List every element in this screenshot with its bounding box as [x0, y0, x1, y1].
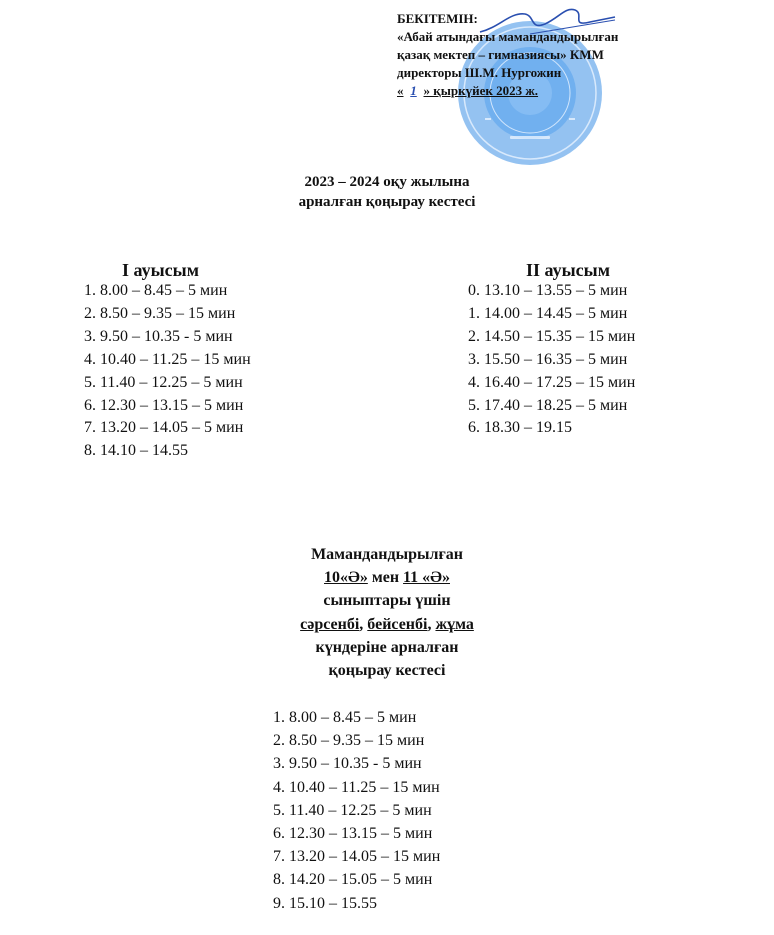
special-day-3: жұма: [435, 615, 474, 633]
special-class-2: 11 «Ә»: [403, 569, 450, 587]
list-item: 9. 15.10 – 15.55: [273, 894, 377, 912]
special-days: [0, 613, 774, 636]
shift-1-schedule: [84, 259, 324, 463]
approval-date-day: 1: [410, 83, 417, 98]
list-item: 1. 8.00 – 8.45 – 5 мин: [84, 282, 228, 299]
list-item: 6. 12.30 – 13.15 – 5 мин: [84, 396, 244, 414]
special-list: [273, 706, 440, 915]
title-line-2: арналған қоңырау кестесі: [298, 194, 476, 210]
special-line-3: сыныптары үшін: [323, 592, 451, 610]
list-item: 2. 8.50 – 9.35 – 15 мин: [84, 304, 236, 322]
special-line-1: Мамандандырылған: [311, 546, 463, 563]
list-item: 3. 9.50 – 10.35 - 5 мин: [273, 755, 422, 773]
approval-date-open: «: [397, 83, 404, 98]
approval-line-3: директоры Ш.М. Нургожин: [397, 65, 562, 80]
list-item: 2. 14.50 – 15.35 – 15 мин: [468, 327, 636, 345]
shift-2-heading: ІІ ауысым: [526, 260, 610, 280]
document-title: [0, 172, 774, 212]
list-item: 5. 11.40 – 12.25 – 5 мин: [84, 373, 243, 391]
list-item: 4. 10.40 – 11.25 – 15 мин: [84, 350, 251, 368]
approval-line-2: қазақ мектеп – гимназиясы» КММ: [397, 47, 604, 62]
special-schedule: [273, 706, 440, 915]
list-item: 6. 12.30 – 13.15 – 5 мин: [273, 825, 433, 843]
title-line-1: 2023 – 2024 оқу жылына: [304, 174, 470, 190]
list-item: 3. 9.50 – 10.35 - 5 мин: [84, 327, 233, 345]
special-classes: [0, 566, 774, 589]
special-day-1: сәрсенбі: [300, 615, 360, 633]
list-item: 7. 13.20 – 14.05 – 5 мин: [84, 419, 244, 437]
approval-date-rest: » қыркүйек 2023 ж.: [423, 83, 539, 98]
shift-2-list: [468, 280, 728, 440]
special-day-2: бейсенбі: [367, 615, 428, 633]
special-comma: ,: [359, 615, 368, 633]
special-schedule-heading: [0, 543, 774, 682]
list-item: 8. 14.20 – 15.05 – 5 мин: [273, 871, 433, 889]
list-item: 7. 13.20 – 14.05 – 15 мин: [273, 848, 441, 866]
special-line-6: қоңырау кестесі: [328, 662, 446, 680]
list-item: 5. 17.40 – 18.25 – 5 мин: [468, 396, 628, 414]
special-connector: мен: [367, 569, 404, 587]
list-item: 8. 14.10 – 14.55: [84, 442, 188, 460]
list-item: 1. 8.00 – 8.45 – 5 мин: [273, 709, 417, 726]
shift-1-heading: І ауысым: [122, 260, 199, 280]
special-comma: ,: [427, 615, 436, 633]
list-item: 4. 16.40 – 17.25 – 15 мин: [468, 373, 636, 391]
approval-block: [397, 10, 697, 100]
list-item: 6. 18.30 – 19.15: [468, 419, 572, 437]
list-item: 0. 13.10 – 13.55 – 5 мин: [468, 282, 628, 299]
approval-line-1: «Абай атындағы мамандандырылған: [397, 29, 619, 44]
shift-1-list: [84, 280, 324, 463]
list-item: 5. 11.40 – 12.25 – 5 мин: [273, 801, 432, 819]
list-item: 1. 14.00 – 14.45 – 5 мин: [468, 304, 628, 322]
list-item: 2. 8.50 – 9.35 – 15 мин: [273, 732, 425, 750]
shift-2-schedule: [468, 259, 728, 440]
approval-heading: БЕКІТЕМІН:: [397, 11, 478, 26]
approval-date: [397, 82, 697, 100]
list-item: 4. 10.40 – 11.25 – 15 мин: [273, 778, 440, 796]
special-class-1: 10«Ә»: [324, 569, 368, 587]
list-item: 3. 15.50 – 16.35 – 5 мин: [468, 350, 628, 368]
special-line-5: күндеріне арналған: [315, 638, 459, 656]
